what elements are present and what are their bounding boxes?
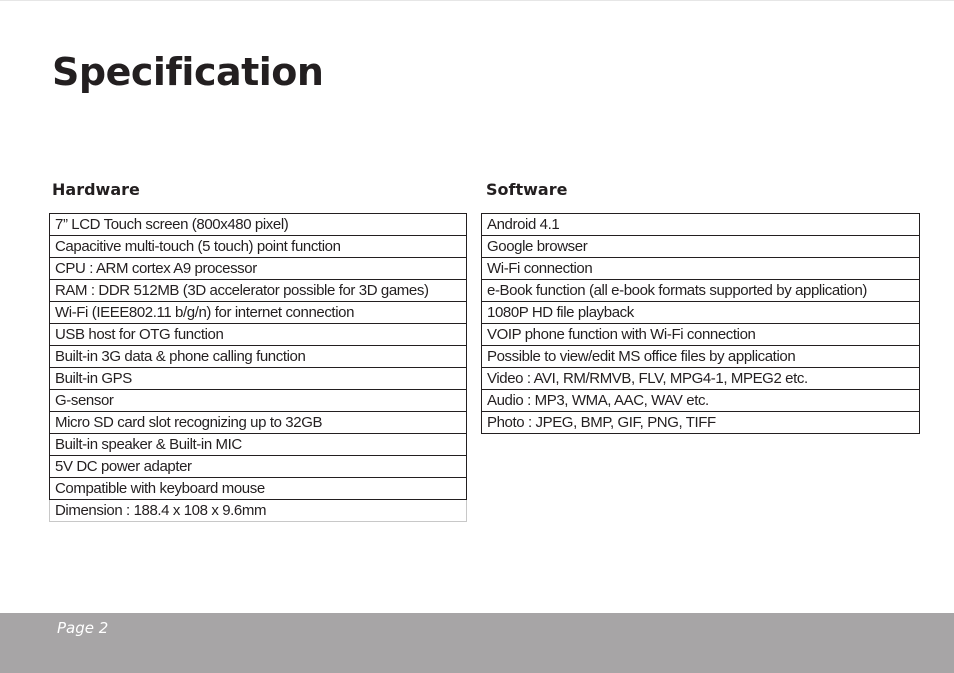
top-divider <box>0 0 954 1</box>
software-spec-table <box>481 213 920 434</box>
hardware-spec-item: Micro SD card slot recognizing up to 32GB <box>50 412 467 434</box>
table-row <box>50 368 467 390</box>
table-row <box>482 324 920 346</box>
software-spec-item: e-Book function (all e-book formats supported by application) <box>482 280 920 302</box>
table-row <box>50 214 467 236</box>
hardware-spec-item: 5V DC power adapter <box>50 456 467 478</box>
hardware-spec-item: 7” LCD Touch screen (800x480 pixel) <box>50 214 467 236</box>
software-spec-item: Android 4.1 <box>482 214 920 236</box>
table-row <box>482 214 920 236</box>
table-row <box>50 478 467 500</box>
hardware-spec-item: Built-in GPS <box>50 368 467 390</box>
table-row <box>50 280 467 302</box>
page-footer-bar <box>0 613 954 673</box>
hardware-spec-item: RAM : DDR 512MB (3D accelerator possible for 3D games) <box>50 280 467 302</box>
table-row <box>50 412 467 434</box>
table-row <box>482 258 920 280</box>
software-spec-item: Photo : JPEG, BMP, GIF, PNG, TIFF <box>482 412 920 434</box>
hardware-spec-table <box>49 213 467 522</box>
table-row <box>482 236 920 258</box>
table-row <box>50 500 467 522</box>
table-row <box>50 390 467 412</box>
hardware-spec-item: USB host for OTG function <box>50 324 467 346</box>
hardware-spec-item: Built-in 3G data & phone calling function <box>50 346 467 368</box>
table-row <box>50 434 467 456</box>
table-row <box>482 302 920 324</box>
table-row <box>482 412 920 434</box>
hardware-spec-item: Wi-Fi (IEEE802.11 b/g/n) for internet connection <box>50 302 467 324</box>
hardware-spec-item: Compatible with keyboard mouse <box>50 478 467 500</box>
hardware-heading: Hardware <box>52 180 140 199</box>
software-spec-item: Audio : MP3, WMA, AAC, WAV etc. <box>482 390 920 412</box>
hardware-spec-item: G-sensor <box>50 390 467 412</box>
software-spec-item: VOIP phone function with Wi-Fi connection <box>482 324 920 346</box>
hardware-spec-item: Capacitive multi-touch (5 touch) point function <box>50 236 467 258</box>
hardware-spec-item: Built-in speaker & Built-in MIC <box>50 434 467 456</box>
page-number: Page 2 <box>57 619 109 637</box>
table-row <box>50 324 467 346</box>
table-row <box>482 390 920 412</box>
table-row <box>50 258 467 280</box>
table-row <box>50 346 467 368</box>
software-heading: Software <box>486 180 568 199</box>
table-row <box>50 236 467 258</box>
page-title: Specification <box>52 50 324 94</box>
software-spec-item: Possible to view/edit MS office files by application <box>482 346 920 368</box>
software-spec-item: 1080P HD file playback <box>482 302 920 324</box>
table-row <box>482 346 920 368</box>
table-row <box>50 456 467 478</box>
software-spec-item: Google browser <box>482 236 920 258</box>
software-spec-item: Video : AVI, RM/RMVB, FLV, MPG4-1, MPEG2 etc. <box>482 368 920 390</box>
table-row <box>482 280 920 302</box>
hardware-spec-item: Dimension : 188.4 x 108 x 9.6mm <box>50 500 467 522</box>
hardware-spec-item: CPU : ARM cortex A9 processor <box>50 258 467 280</box>
table-row <box>482 368 920 390</box>
software-spec-item: Wi-Fi connection <box>482 258 920 280</box>
table-row <box>50 302 467 324</box>
